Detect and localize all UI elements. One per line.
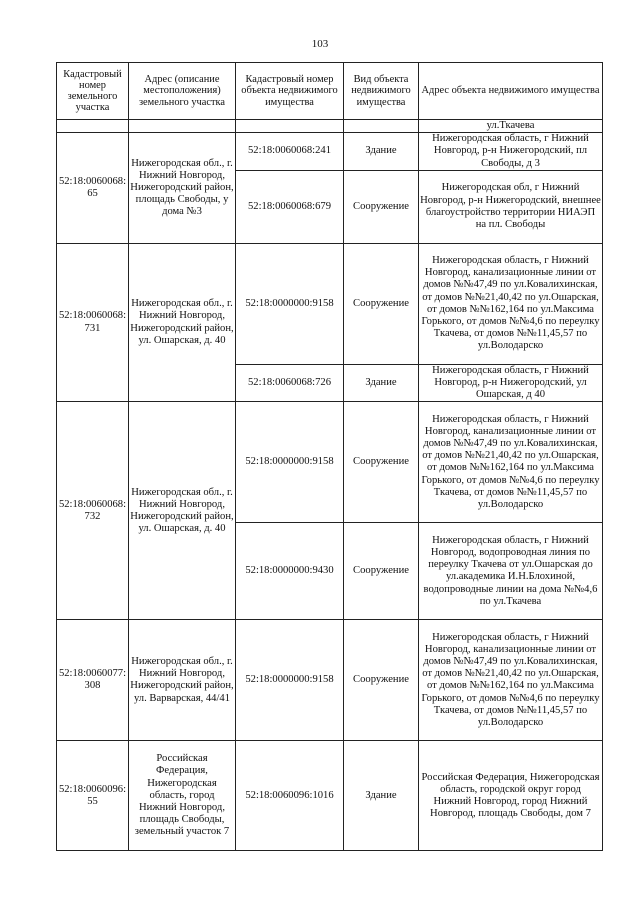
object-number-cell: 52:18:0000000:9158: [236, 402, 344, 523]
object-type-cell: Сооружение: [344, 620, 419, 741]
object-number-cell: 52:18:0060096:1016: [236, 741, 344, 851]
table-row: [57, 402, 603, 523]
parcel-address-cell: Нижегородская обл., г. Нижний Новгород, Нижегородский район, ул. Ошарская, д. 40: [129, 402, 236, 620]
object-type-cell: Сооружение: [344, 523, 419, 620]
object-address-cell: Нижегородская обл, г Нижний Новгород, р-н Нижегородский, внешнее благоустройство территории НИАЭП на пл. Свободы: [419, 170, 603, 243]
parcel-number-cell: 52:18:0060096:55: [57, 741, 129, 851]
header-parcel-number: Кадастровый номер земельного участка: [57, 63, 129, 120]
object-address-cell: Российская Федерация, Нижегородская область, городской округ город Нижний Новгород, город Нижний Новгород, площадь Свободы, дом 7: [419, 741, 603, 851]
object-number-cell: 52:18:0000000:9158: [236, 620, 344, 741]
object-type-cell: Сооружение: [344, 402, 419, 523]
header-object-address: Адрес объекта недвижимого имущества: [419, 63, 603, 120]
parcel-number-cell: 52:18:0060068:65: [57, 133, 129, 244]
empty-cell: [236, 120, 344, 133]
parcel-number-cell: 52:18:0060068:731: [57, 243, 129, 402]
object-address-cell: Нижегородская область, г Нижний Новгород, канализационные линии от домов №№47,49 по ул.Ковалихинская, от домов №№21,40,42 по ул.Ошарская, от домов №№162,164 по ул.Максима Горького, от домов №№4,6 по переулку Ткачева, от домов №№11,45,57 по ул.Володарско: [419, 243, 603, 364]
object-number-cell: 52:18:0000000:9158: [236, 243, 344, 364]
object-address-cell: Нижегородская область, г Нижний Новгород, р-н Нижегородский, пл Свободы, д 3: [419, 133, 603, 171]
object-number-cell: 52:18:0060068:679: [236, 170, 344, 243]
parcel-address-cell: Нижегородская обл., г. Нижний Новгород, Нижегородский район, площадь Свободы, у дома №3: [129, 133, 236, 244]
object-number-cell: 52:18:0000000:9430: [236, 523, 344, 620]
header-object-type: Вид объекта недвижимого имущества: [344, 63, 419, 120]
object-type-cell: Сооружение: [344, 170, 419, 243]
parcel-address-cell: Нижегородская обл., г. Нижний Новгород, Нижегородский район, ул. Ошарская, д. 40: [129, 243, 236, 402]
table-row: [57, 120, 603, 133]
parcel-number-cell: 52:18:0060068:732: [57, 402, 129, 620]
parcel-number-cell: 52:18:0060077:308: [57, 620, 129, 741]
cadastral-table: [56, 62, 603, 851]
object-address-cell: Нижегородская область, г Нижний Новгород, р-н Нижегородский, ул Ошарская, д 40: [419, 364, 603, 402]
object-type-cell: Здание: [344, 133, 419, 171]
table-row: [57, 133, 603, 171]
table-row: [57, 741, 603, 851]
object-type-cell: Здание: [344, 364, 419, 402]
header-object-number: Кадастровый номер объекта недвижимого имущества: [236, 63, 344, 120]
object-number-cell: 52:18:0060068:726: [236, 364, 344, 402]
header-parcel-address: Адрес (описание местоположения) земельного участка: [129, 63, 236, 120]
table-header-row: [57, 63, 603, 120]
table-row: [57, 620, 603, 741]
object-type-cell: Сооружение: [344, 243, 419, 364]
table-row: [57, 243, 603, 364]
object-type-cell: Здание: [344, 741, 419, 851]
empty-cell: [57, 120, 129, 133]
object-address-cell: ул.Ткачева: [419, 120, 603, 133]
object-address-cell: Нижегородская область, г Нижний Новгород, канализационные линии от домов №№47,49 по ул.Ковалихинская, от домов №№21,40,42 по ул.Ошарская, от домов №№162,164 по ул.Максима Горького, от домов №№4,6 по переулку Ткачева, от домов №№11,45,57 по ул.Володарско: [419, 620, 603, 741]
empty-cell: [344, 120, 419, 133]
object-number-cell: 52:18:0060068:241: [236, 133, 344, 171]
parcel-address-cell: Нижегородская обл., г. Нижний Новгород, Нижегородский район, ул. Варварская, 44/41: [129, 620, 236, 741]
object-address-cell: Нижегородская область, г Нижний Новгород, канализационные линии от домов №№47,49 по ул.Ковалихинская, от домов №№21,40,42 по ул.Ошарская, от домов №№162,164 по ул.Максима Горького, от домов №№4,6 по переулку Ткачева, от домов №№11,45,57 по ул.Володарско: [419, 402, 603, 523]
parcel-address-cell: Российская Федерация, Нижегородская область, город Нижний Новгород, площадь Свободы, земельный участок 7: [129, 741, 236, 851]
empty-cell: [129, 120, 236, 133]
page-number: 103: [311, 38, 329, 50]
object-address-cell: Нижегородская область, г Нижний Новгород, водопроводная линия по переулку Ткачева от ул.Ошарская до ул.академика И.Н.Блохиной, водопроводные линии на дома №№4,6 по ул.Ткачева: [419, 523, 603, 620]
